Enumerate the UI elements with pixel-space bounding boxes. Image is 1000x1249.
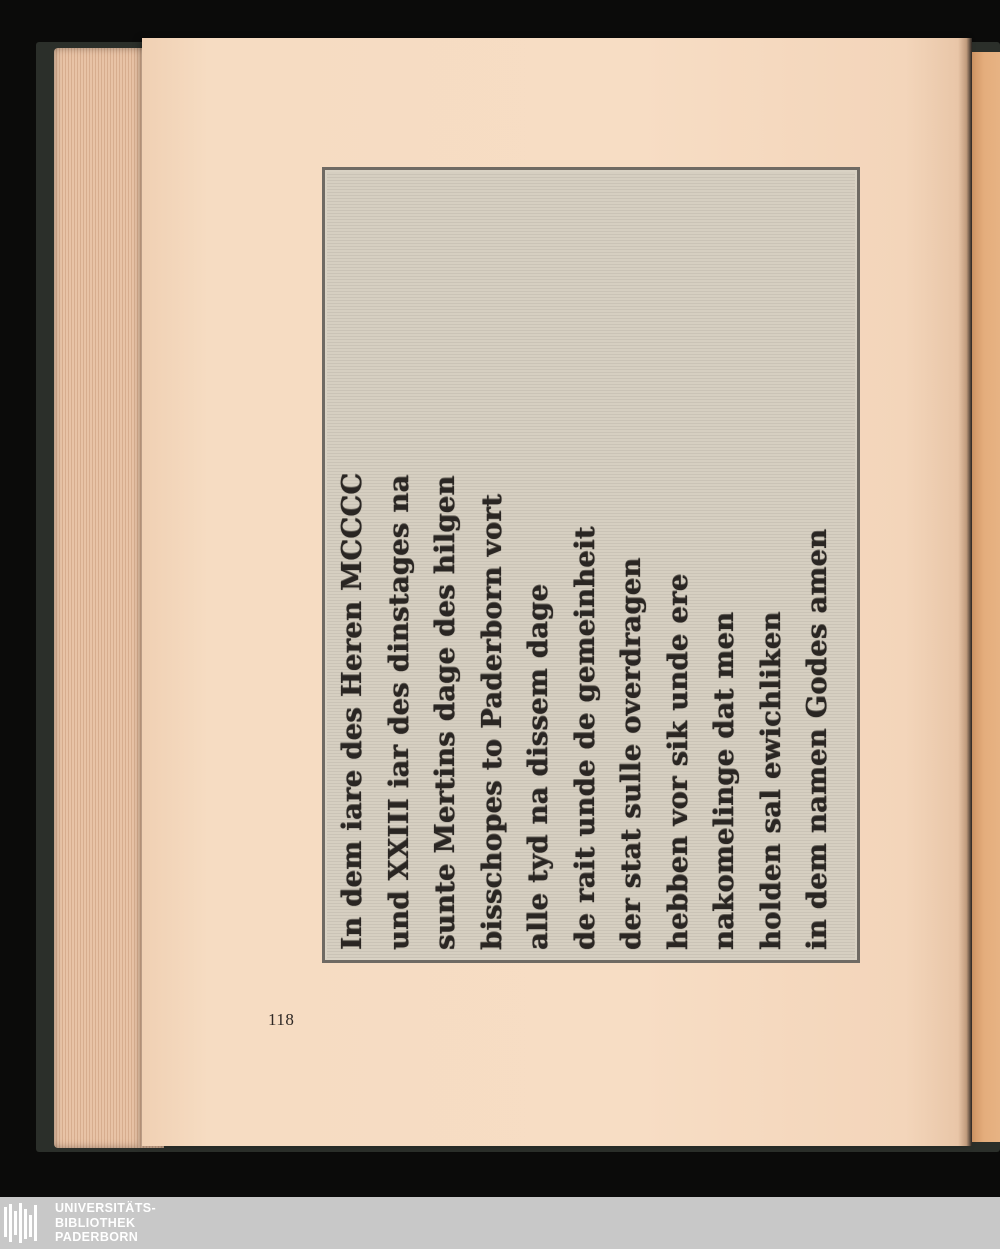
- logo-line-1: UNIVERSITÄTS-: [55, 1201, 157, 1215]
- plate-text-lines: [325, 170, 857, 960]
- plate-text-line: holden sal ewichliken: [755, 611, 787, 950]
- plate-text-line: der stat sulle overdragen: [616, 557, 647, 950]
- logo-line-2: BIBLIOTHEK: [55, 1215, 136, 1230]
- logo-line-3: PADERBORN: [55, 1230, 139, 1244]
- plate-text-line: de rait unde de gemeinheit: [569, 526, 601, 950]
- plate-text-line: In dem iare des Heren MCCCC: [337, 472, 368, 950]
- library-footer: [0, 1197, 1000, 1249]
- plate-text-line: und XXIII iar des dinstages na: [383, 474, 415, 950]
- facsimile-plate: [322, 167, 860, 963]
- plate-text-line: alle tyd na dissem dage: [523, 583, 554, 950]
- book-gutter: [958, 38, 972, 1146]
- page-number: 118: [268, 1010, 295, 1029]
- university-library-mark-icon: [4, 1201, 48, 1245]
- plate-text-line: nakomelinge dat men: [709, 611, 740, 950]
- facing-page-edge: [968, 52, 1000, 1142]
- plate-text-line: in dem namen Godes amen: [802, 528, 833, 950]
- plate-text-line: hebben vor sik unde ere: [662, 573, 694, 950]
- library-logo-text: [55, 1201, 156, 1245]
- plate-text-line: bisschopes to Paderborn vort: [476, 493, 508, 950]
- plate-text-line: sunte Mertins dage des hilgen: [430, 475, 461, 950]
